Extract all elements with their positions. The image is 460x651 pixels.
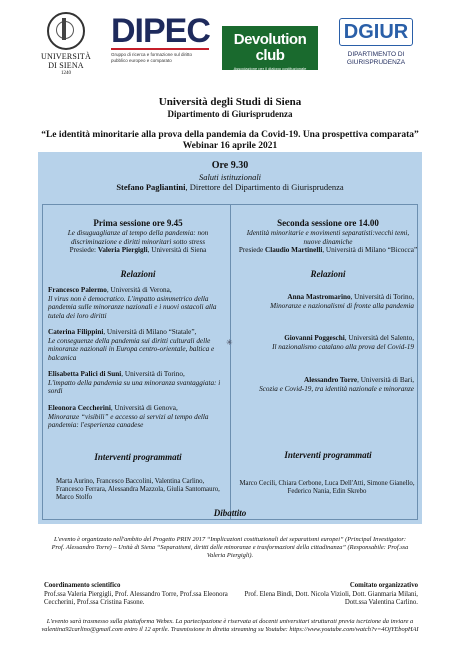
session-2-header: [238, 218, 418, 288]
dgiur-logo: [334, 18, 418, 67]
talk-speaker: Anna Mastromarino: [287, 293, 351, 301]
session-2-talk-3: [234, 376, 414, 393]
talk-speaker: Caterina Filippini: [48, 328, 104, 336]
dipec-wordmark: DIPEC: [111, 12, 210, 50]
talk-affiliation: , Università di Genova,: [110, 404, 178, 412]
talk-title: Le conseguenze della pandemia sui diritti culturali delle minoranze nazionali in Europa centro-orientale, baltica e balcanica: [48, 336, 215, 362]
committee-names: Prof. Elena Bindi, Dott. Nicola Vizioli, Dott. Gianmaria Milani, Dott.ssa Valentina Carlino.: [244, 590, 418, 606]
talk-title: Il nazionalismo catalano alla prova del Covid-19: [272, 342, 414, 351]
session-2-chair-prefix: Presiede: [238, 246, 266, 255]
dipec-subtitle: Gruppo di ricerca e formazione sul diritto pubblico europeo e comparato: [111, 52, 193, 63]
session-1-interventi-names: Marta Aurino, Francesco Baccolini, Valentina Carlino, Francesco Ferrara, Alessandra Mazzola, Giulia Santomauro, Marco Stolfo: [56, 478, 220, 502]
dipec-logo: [111, 14, 209, 63]
session-1-talk-2: [48, 328, 228, 362]
program-box: [38, 152, 422, 524]
webinar-date: Webinar 16 aprile 2021: [182, 141, 278, 151]
talk-affiliation: , Università del Salento,: [344, 334, 414, 342]
talk-title: Il virus non è democratico. L'impatto asimmetrico della pandemia sulle minoranze nazionali e i nuovi ostacoli alla tutela dei loro diritti: [48, 294, 217, 320]
devolution-subtitle: Associazione per il dialogo costituzionale: [233, 66, 307, 71]
opening-time: Ore 9.30: [211, 160, 249, 171]
session-1-chair-name: Valeria Piergigli: [97, 246, 148, 255]
streaming-note: L'evento sarà trasmesso sulla piattaforma Webex. La partecipazione è riservata ai docenti universitari strutturati previa iscrizione da inviare a valentina92carlino@gmail.com entro il 12 aprile. Trasmissione in diretta streaming su Youtube: https://www.youtube.com/watch?v=4OjYEbopHAI: [41, 618, 419, 633]
talk-title: Minoranze e nazionalismi di fronte alla pandemia: [270, 301, 414, 310]
opening-speaker: [38, 182, 422, 192]
dgiur-wordmark: DGIUR: [339, 18, 413, 46]
sessions-divider: [230, 204, 231, 520]
event-header: [0, 96, 460, 152]
talk-speaker: Giovanni Poggeschi: [284, 334, 345, 342]
devolution-club-logo: [222, 26, 318, 70]
opening-speaker-name: Stefano Pagliantini: [116, 182, 186, 192]
opening-speaker-role: , Direttore del Dipartimento di Giurisprudenza: [185, 182, 344, 192]
session-1-title: Prima sessione ore 9.45: [93, 218, 183, 228]
logo-bar: [0, 10, 460, 82]
session-2-chair-suffix: , Università di Milano “Bicocca”: [322, 246, 418, 255]
coordination-block: [44, 582, 234, 608]
session-2-relazioni-heading: Relazioni: [310, 268, 346, 279]
opening-label: Saluti istituzionali: [198, 172, 262, 182]
talk-speaker: Elisabetta Palici di Suni: [48, 370, 122, 378]
session-2-chair-name: Claudio Martinelli: [265, 246, 323, 255]
talk-affiliation: , Università di Torino,: [350, 293, 414, 301]
session-2-title: Seconda sessione ore 14.00: [277, 218, 379, 228]
talk-speaker: Eleonora Ceccherini: [48, 404, 111, 412]
talk-title: Minoranze “visibili” e accesso ai servizi al tempo della pandemia: l'esperienza canadese: [48, 412, 209, 430]
coordination-names: Prof.ssa Valeria Piergigli, Prof. Alessandro Torre, Prof.ssa Eleonora Ceccherini, Prof.ssa Cristina Fasone.: [44, 590, 228, 606]
dgiur-subtitle-1: DIPARTIMENTO DI: [347, 51, 405, 58]
committee-block: [232, 582, 418, 608]
session-1-talk-4: [48, 404, 228, 430]
session-2-interventi-heading: Interventi programmati: [284, 450, 372, 460]
session-2-interventi-names: Marco Cecili, Chiara Cerbone, Luca Dell'Atti, Simone Gianello, Federico Nania, Edin Skrebo: [239, 480, 415, 496]
session-2-talk-2: [234, 334, 414, 351]
session-1-subtitle: Le disuguaglianze al tempo della pandemia: non discriminazione e diritti minoritari sotto stress: [67, 229, 209, 246]
talk-affiliation: , Università di Torino,: [121, 370, 185, 378]
opening-section: [38, 160, 422, 192]
session-1-header: [48, 218, 228, 288]
talk-speaker: Alessandro Torre: [304, 376, 358, 384]
asterisk-icon: ✳: [226, 338, 233, 347]
siena-seal-icon: [47, 12, 85, 50]
devolution-wordmark: Devolution club: [233, 31, 307, 64]
dibattito-label: Dibattito: [213, 508, 247, 518]
session-1-talk-1: [48, 286, 228, 320]
siena-year: 1240: [61, 71, 71, 76]
talk-affiliation: , Università di Milano “Statale”,: [103, 328, 197, 336]
university-name: Università degli Studi di Siena: [158, 96, 302, 108]
project-note: L'evento è organizzato nell'ambito del Progetto PRIN 2017 “Implicazioni costituzionali dei separatismi europei” (Principal Investigator: Prof. Alessandro Torre) – Unità di Siena “Separatismi, diritti delle minoranze e trasformazioni della cittadinanza” (Responsabile: Prof.ssa Valeria Piergigli).: [51, 536, 409, 559]
coordination-heading: Coordinamento scientifico: [44, 582, 121, 589]
talk-speaker: Francesco Palermo: [48, 286, 107, 294]
session-1-talk-3: [48, 370, 228, 396]
session-1-chair-prefix: Presiede:: [69, 246, 98, 255]
conference-title: “Le identità minoritarie alla prova della pandemia da Covid-19. Una prospettiva comparata”: [41, 130, 419, 140]
talk-affiliation: , Università di Verona,: [106, 286, 172, 294]
session-2-talk-1: [234, 293, 414, 310]
talk-affiliation: , Università di Bari,: [357, 376, 414, 384]
session-1-chair: [48, 246, 228, 255]
session-1-chair-suffix: , Università di Siena: [147, 246, 207, 255]
session-1-interventi-heading: Interventi programmati: [94, 452, 182, 462]
dgiur-subtitle-2: GIURISPRUDENZA: [346, 59, 406, 66]
talk-title: L'impatto della pandemia su una minoranza svantaggiata: i sordi: [48, 378, 221, 396]
universita-siena-logo: [40, 10, 92, 76]
committee-heading: Comitato organizzativo: [349, 582, 418, 589]
session-1-relazioni-heading: Relazioni: [120, 268, 156, 279]
department-name: Dipartimento di Giurisprudenza: [167, 109, 293, 119]
session-2-subtitle: Identità minoritarie e movimenti separatisti:vecchi temi, nuove dinamiche: [246, 229, 410, 246]
session-2-chair: [238, 246, 418, 255]
siena-name-2: DI SIENA: [48, 61, 84, 70]
siena-name: UNIVERSITÀ: [41, 52, 91, 61]
talk-title: Scozia e Covid-19, tra identità nazionale e minoranze: [259, 384, 414, 393]
